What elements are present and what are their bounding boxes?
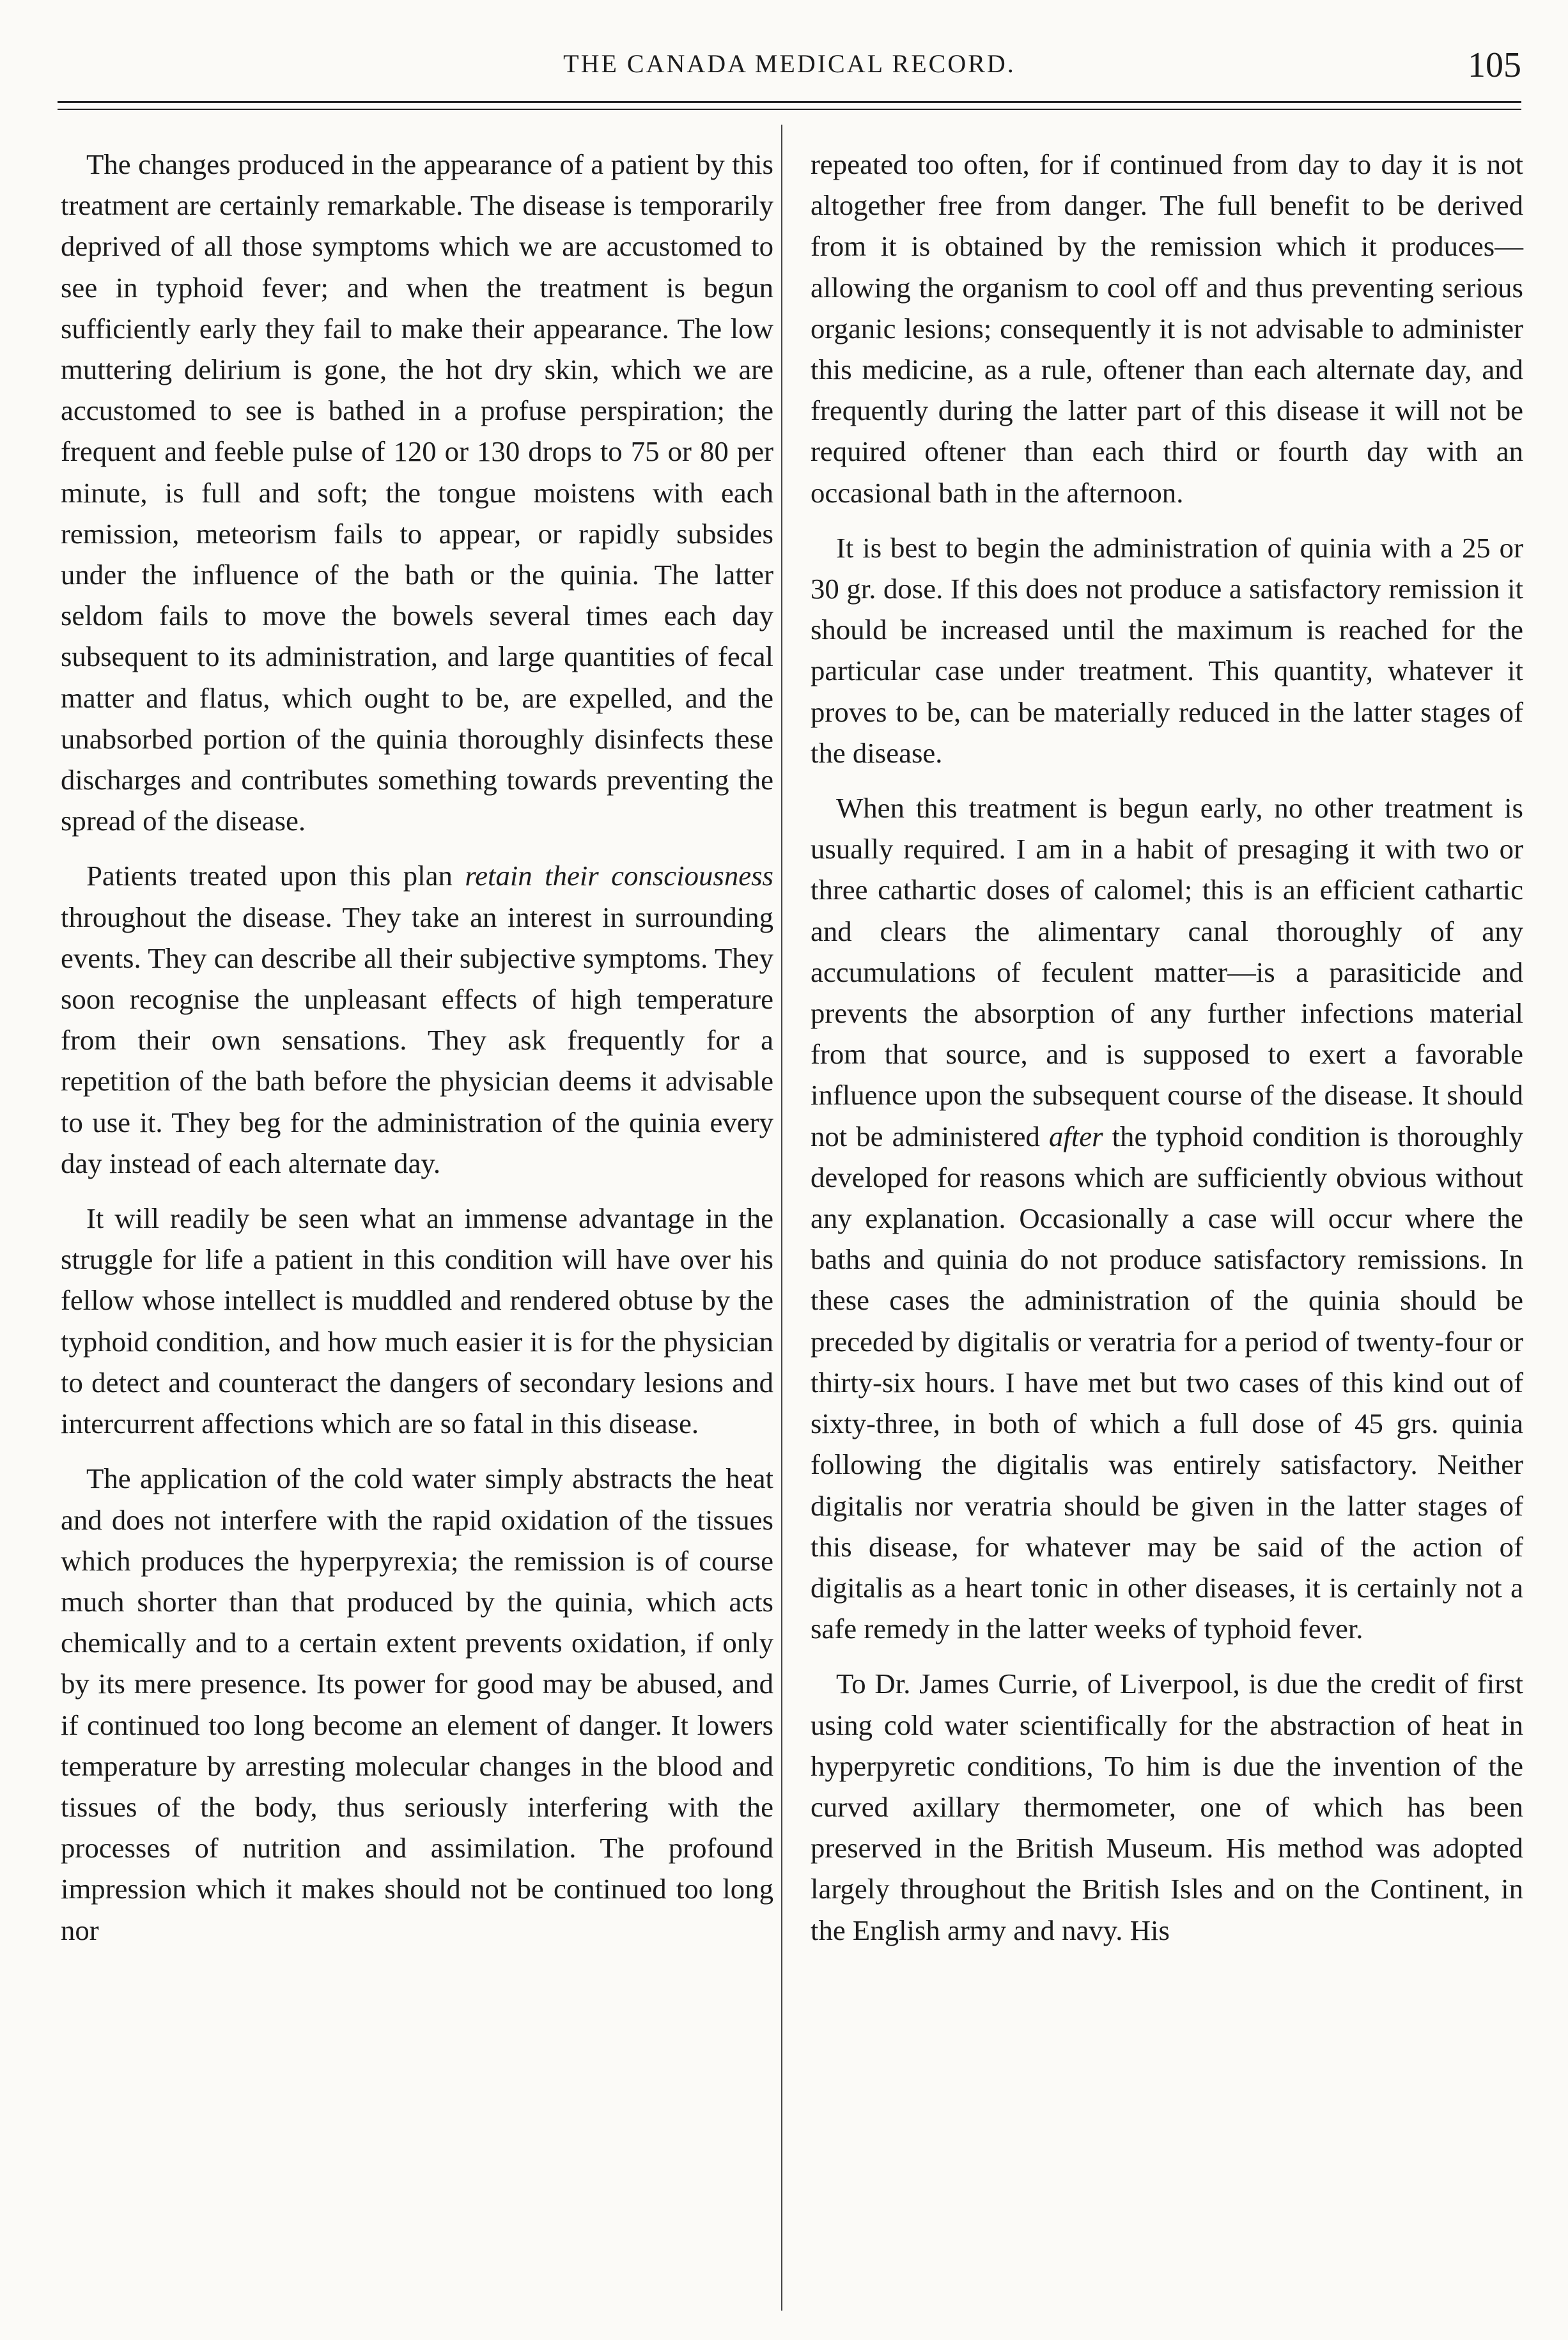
text-run: throughout the disease. They take an interest in surrounding events. They can describe all their subjective symptoms. They soon recognise the unpleasant effects of high temperature from their own sensations. They ask frequently for a repetition of the bath before the physician deems it advisable to use it. They beg for the administration of the quinia every day instead of each alternate day. <box>61 901 773 1179</box>
page-number: 105 <box>1468 45 1521 85</box>
italic-text: after <box>1048 1120 1103 1152</box>
running-header <box>58 45 1521 89</box>
paragraph: repeated too often, for if continued from day to day it is not altogether free from danger. The full benefit to be derived from it is obtained by the remission which it produces—allowing the organism to cool off and thus preventing serious organic lesions; consequently it is not advisable to administer this medicine, as a rule, oftener than each alternate day, and frequently during the latter part of this disease it will not be required oftener than each third or fourth day with an occasional bath in the afternoon. <box>811 148 1523 509</box>
italic-text: retain their consciousness <box>465 860 773 892</box>
paragraph <box>61 855 773 1184</box>
paragraph: The changes produced in the appearance of a patient by this treatment are certainly remarkable. The disease is temporarily deprived of all those symptoms which we are accustomed to see in typhoid fever; and when the treatment is begun sufficiently early they fail to make their appearance. The low muttering delirium is gone, the hot dry skin, which we are accustomed to see is bathed in a profuse perspiration; the frequent and feeble pulse of 120 or 130 drops to 75 or 80 per minute, is full and soft; the tongue moistens with each remission, meteorism fails to appear, or rapidly subsides under the influence of the bath or the quinia. The latter seldom fails to move the bowels several times each day subsequent to its administration, and large quantities of fecal matter and flatus, which ought to be, are expelled, and the unabsorbed portion of the quinia thoroughly disinfects these discharges and contributes something towards preventing the spread of the disease. <box>61 148 773 837</box>
text-run: the typhoid condition is thoroughly developed for reasons which are sufficiently obvious without any explanation. Occasionally a case will occur where the baths and quinia do not produce satisfactory remissions. In these cases the administration of the quinia should be preceded by digitalis or veratria for a period of twenty-four or thirty-six hours. I have met but two cases of this kind out of sixty-three, in both of which a full dose of 45 grs. quinia following the digitalis was entirely satisfactory. Neither digitalis nor veratria should be given in the latter stages of this disease, for whatever may be said of the action of digitalis as a heart tonic in other diseases, it is certainly not a safe remedy in the latter weeks of typhoid fever. <box>811 1120 1523 1645</box>
column-divider <box>781 125 782 2311</box>
left-column <box>61 144 773 1965</box>
paragraph: It will readily be seen what an immense advantage in the struggle for life a patient in this condition will have over his fellow whose intellect is muddled and rendered obtuse by the typhoid condition, and how much easier it is for the physician to detect and counteract the dangers of secondary lesions and intercurrent affections which are so fatal in this disease. <box>61 1202 773 1440</box>
paragraph: To Dr. James Currie, of Liverpool, is due the credit of first using cold water scientifically for the abstraction of heat in hyperpyretic conditions, To him is due the invention of the curved axillary thermometer, one of which has been preserved in the British Museum. His method was adopted largely throughout the British Isles and on the Continent, in the English army and navy. His <box>811 1668 1523 1946</box>
header-rule-top <box>58 101 1521 103</box>
paragraph: The application of the cold water simply abstracts the heat and does not interfere with the rapid oxidation of the tissues which produces the hyperpyrexia; the remission is of course much shorter than that produced by the quinia, which acts chemically and to a certain extent prevents oxidation, if only by its mere presence. Its power for good may be abused, and if continued too long become an element of danger. It lowers temperature by arresting molecular changes in the blood and tissues of the body, thus seriously interfering with the processes of nutrition and assimilation. The profound impression which it makes should not be continued too long nor <box>61 1462 773 1946</box>
text-run: When this treatment is begun early, no other treatment is usually required. I am in a habit of presaging it with two or three cathartic doses of calomel; this is an efficient cathartic and clears the alimentary canal thoroughly of any accumulations of feculent matter—is a parasiticide and prevents the absorption of any further infections material from that source, and is supposed to exert a favorable influence upon the subsequent course of the disease. It should not be administered <box>811 792 1523 1152</box>
header-rule-bottom <box>58 109 1521 110</box>
text-run: Patients treated upon this plan <box>86 860 465 892</box>
right-column <box>811 144 1523 1965</box>
journal-title: THE CANADA MEDICAL RECORD. <box>563 49 1016 78</box>
paragraph <box>811 787 1523 1649</box>
paragraph: It is best to begin the administration of quinia with a 25 or 30 gr. dose. If this does not produce a satisfactory remission it should be increased until the maximum is reached for the particular case under treatment. This quantity, whatever it proves to be, can be materially reduced in the latter stages of the disease. <box>811 531 1523 769</box>
